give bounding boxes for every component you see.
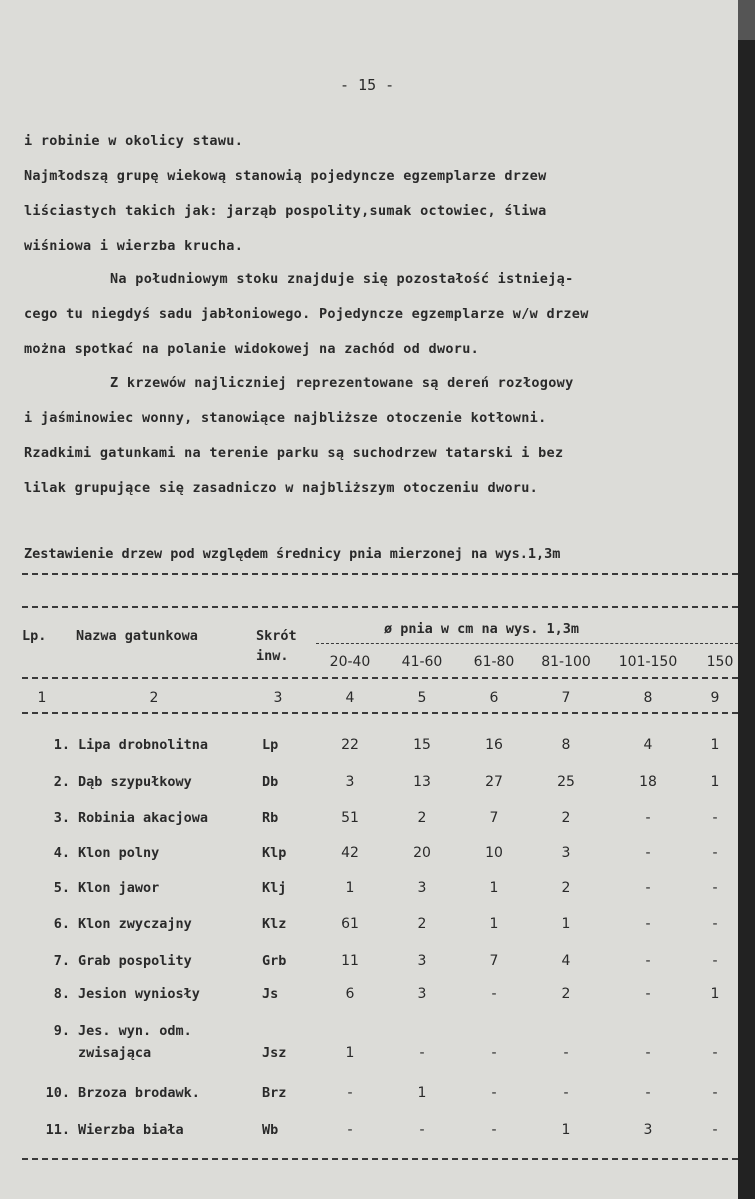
text-line: Rzadkimi gatunkami na terenie parku są suchodrzew tatarski i bez (24, 445, 564, 461)
header-name: Nazwa gatunkowa (76, 628, 198, 644)
count-cell: 7 (489, 810, 499, 826)
species-name: Klon jawor (78, 880, 160, 896)
count-cell: - (563, 1045, 569, 1061)
count-cell: 27 (485, 774, 503, 790)
header-class: 41-60 (401, 654, 443, 670)
count-cell: 3 (417, 986, 427, 1002)
count-cell: 8 (561, 737, 571, 753)
species-name: Jes. wyn. odm. (78, 1023, 192, 1039)
species-name-continued: zwisająca (78, 1045, 152, 1061)
count-cell: - (712, 845, 718, 861)
count-cell: 15 (413, 737, 431, 753)
count-cell: 11 (341, 953, 359, 969)
count-cell: - (419, 1045, 425, 1061)
count-cell: 16 (485, 737, 503, 753)
scan-edge-top (738, 0, 755, 40)
species-name: Wierzba biała (78, 1122, 184, 1138)
count-cell: 2 (417, 916, 427, 932)
text-line: liściastych takich jak: jarząb pospolity,sumak octowiec, śliwa (24, 203, 547, 219)
column-number: 9 (710, 690, 720, 706)
species-abbr: Klp (262, 845, 287, 861)
species-name: Robinia akacjowa (78, 810, 209, 826)
text-line: i robinie w okolicy stawu. (24, 133, 244, 149)
row-number: 11. (45, 1122, 70, 1138)
count-cell: - (645, 1085, 651, 1101)
species-name: Klon polny (78, 845, 160, 861)
row-number: 5. (53, 880, 70, 896)
count-cell: - (491, 1045, 497, 1061)
species-name: Lipa drobnolitna (78, 737, 209, 753)
row-number: 4. (53, 845, 70, 861)
count-cell: 25 (557, 774, 575, 790)
species-name: Grab pospolity (78, 953, 192, 969)
count-cell: - (712, 810, 718, 826)
column-number: 8 (643, 690, 653, 706)
count-cell: 6 (345, 986, 355, 1002)
count-cell: - (645, 986, 651, 1002)
species-name: Klon zwyczajny (78, 916, 192, 932)
count-cell: 1 (417, 1085, 427, 1101)
count-cell: 10 (485, 845, 503, 861)
column-number: 1 (37, 690, 47, 706)
text-line: można spotkać na polanie widokowej na zachód od dworu. (24, 341, 480, 357)
row-number: 3. (53, 810, 70, 826)
table-rule (22, 712, 738, 714)
header-class: 81-100 (541, 654, 591, 670)
species-abbr: Grb (262, 953, 287, 969)
count-cell: 3 (643, 1122, 653, 1138)
count-cell: 2 (561, 810, 571, 826)
species-abbr: Wb (262, 1122, 279, 1138)
count-cell: 42 (341, 845, 359, 861)
count-cell: 3 (561, 845, 571, 861)
count-cell: 20 (413, 845, 431, 861)
row-number: 10. (45, 1085, 70, 1101)
count-cell: - (645, 880, 651, 896)
header-abbr: Skrót (256, 628, 297, 644)
column-number: 3 (273, 690, 283, 706)
text-line: i jaśminowiec wonny, stanowiące najbliższe otoczenie kotłowni. (24, 410, 547, 426)
paragraph-2 (24, 262, 714, 367)
count-cell: - (712, 1045, 718, 1061)
scan-edge (738, 0, 755, 1199)
species-abbr: Klz (262, 916, 287, 932)
count-cell: 1 (561, 916, 571, 932)
column-number: 4 (345, 690, 355, 706)
column-number: 5 (417, 690, 427, 706)
count-cell: - (645, 953, 651, 969)
count-cell: 13 (413, 774, 431, 790)
paragraph-3 (24, 366, 714, 506)
table-rule (316, 643, 738, 644)
count-cell: - (712, 1085, 718, 1101)
count-cell: 4 (643, 737, 653, 753)
count-cell: 1 (710, 737, 720, 753)
count-cell: 2 (561, 986, 571, 1002)
count-cell: - (491, 1122, 497, 1138)
header-class: 20-40 (329, 654, 371, 670)
row-number: 6. (53, 916, 70, 932)
count-cell: 1 (345, 1045, 355, 1061)
species-abbr: Lp (262, 737, 279, 753)
species-name: Dąb szypułkowy (78, 774, 192, 790)
table-caption: Zestawienie drzew pod względem średnicy pnia mierzonej na wys.1,3m (24, 546, 561, 562)
count-cell: 1 (561, 1122, 571, 1138)
paragraph-1 (24, 124, 714, 264)
column-number: 2 (149, 690, 159, 706)
count-cell: - (347, 1122, 353, 1138)
count-cell: - (419, 1122, 425, 1138)
count-cell: 51 (341, 810, 359, 826)
count-cell: 3 (345, 774, 355, 790)
species-abbr: Db (262, 774, 279, 790)
count-cell: 1 (710, 774, 720, 790)
header-class: 101-150 (618, 654, 678, 670)
column-number: 6 (489, 690, 499, 706)
text-line: cego tu niegdyś sadu jabłoniowego. Pojedyncze egzemplarze w/w drzew (24, 306, 589, 322)
row-number: 1. (53, 737, 70, 753)
count-cell: 1 (489, 916, 499, 932)
text-line: Na południowym stoku znajduje się pozostałość istnieją- (110, 271, 574, 287)
count-cell: 4 (561, 953, 571, 969)
species-abbr: Js (262, 986, 279, 1002)
count-cell: - (645, 1045, 651, 1061)
species-abbr: Jsz (262, 1045, 287, 1061)
header-diameter-group: ø pnia w cm na wys. 1,3m (384, 621, 580, 637)
count-cell: 61 (341, 916, 359, 932)
count-cell: - (491, 1085, 497, 1101)
count-cell: - (645, 810, 651, 826)
count-cell: 2 (417, 810, 427, 826)
table-rule (22, 606, 738, 608)
header-class: 150 (706, 654, 734, 670)
header-abbr-2: inw. (256, 648, 289, 664)
count-cell: - (712, 880, 718, 896)
count-cell: 22 (341, 737, 359, 753)
text-line: wiśniowa i wierzba krucha. (24, 238, 244, 254)
text-line: Najmłodszą grupę wiekową stanowią pojedyncze egzemplarze drzew (24, 168, 547, 184)
count-cell: - (347, 1085, 353, 1101)
count-cell: 3 (417, 880, 427, 896)
count-cell: 1 (710, 986, 720, 1002)
count-cell: 2 (561, 880, 571, 896)
header-class: 61-80 (473, 654, 515, 670)
count-cell: 3 (417, 953, 427, 969)
header-lp: Lp. (22, 628, 47, 644)
table-rule (22, 1158, 738, 1160)
table-rule (22, 573, 738, 575)
count-cell: - (712, 1122, 718, 1138)
species-name: Jesion wyniosły (78, 986, 200, 1002)
column-number: 7 (561, 690, 571, 706)
species-abbr: Rb (262, 810, 279, 826)
text-line: lilak grupujące się zasadniczo w najbliższym otoczeniu dworu. (24, 480, 539, 496)
table-rule (22, 677, 738, 679)
species-abbr: Klj (262, 880, 287, 896)
count-cell: - (712, 916, 718, 932)
row-number: 9. (53, 1023, 70, 1039)
row-number: 7. (53, 953, 70, 969)
count-cell: - (645, 845, 651, 861)
species-abbr: Brz (262, 1085, 287, 1101)
count-cell: - (563, 1085, 569, 1101)
count-cell: 1 (345, 880, 355, 896)
page-number: - 15 - (340, 76, 395, 94)
row-number: 2. (53, 774, 70, 790)
count-cell: 18 (639, 774, 657, 790)
row-number: 8. (53, 986, 70, 1002)
text-line: Z krzewów najliczniej reprezentowane są dereń rozłogowy (110, 375, 574, 391)
species-name: Brzoza brodawk. (78, 1085, 200, 1101)
count-cell: 1 (489, 880, 499, 896)
count-cell: - (712, 953, 718, 969)
count-cell: - (645, 916, 651, 932)
count-cell: 7 (489, 953, 499, 969)
count-cell: - (491, 986, 497, 1002)
